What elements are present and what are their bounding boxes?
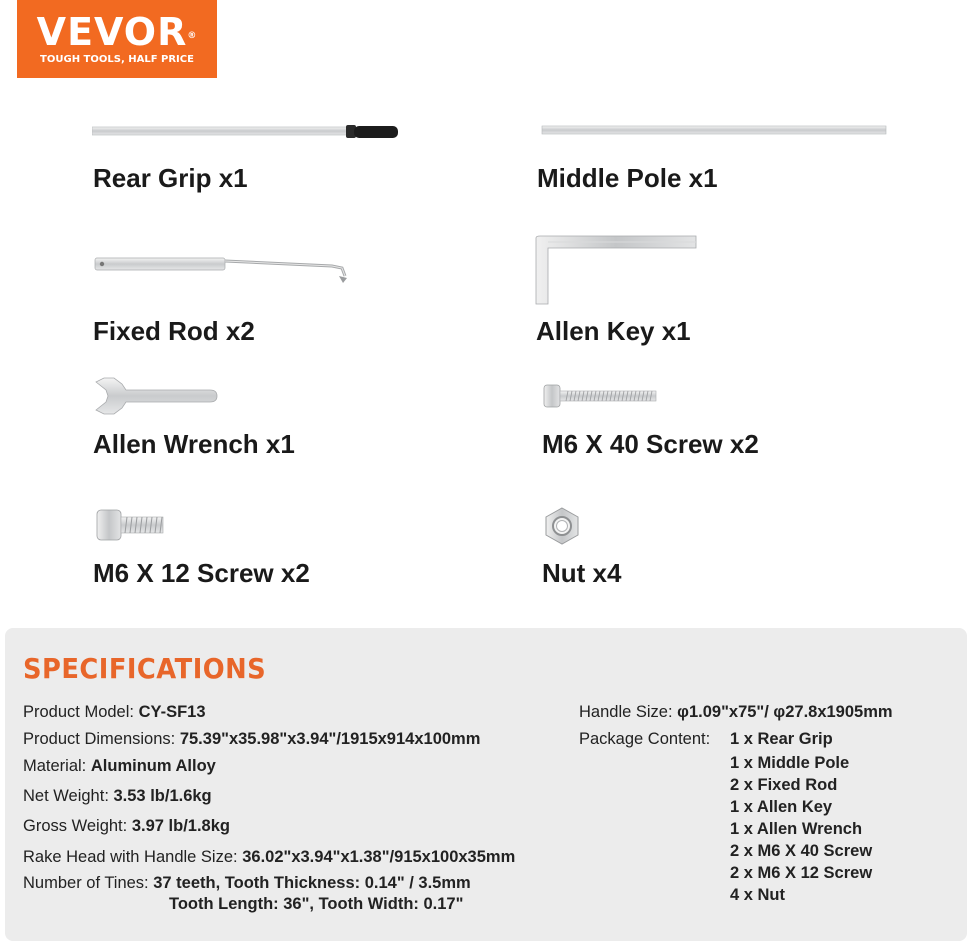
specifications-title: SPECIFICATIONS — [23, 652, 267, 685]
allen-wrench-icon — [90, 376, 220, 416]
package-item: 1 x Allen Wrench — [730, 820, 863, 838]
package-item: 1 x Middle Pole — [730, 754, 850, 772]
allen-key-icon — [532, 232, 702, 310]
spec-material: Material: Aluminum Alloy — [23, 757, 216, 775]
package-item: 1 x Allen Key — [730, 798, 833, 816]
spec-package-content-key: Package Content: — [579, 730, 711, 748]
package-item: 4 x Nut — [730, 886, 786, 904]
spec-tines: Number of Tines: 37 teeth, Tooth Thickness: 0.14" / 3.5mm — [23, 874, 471, 892]
spec-gross-weight: Gross Weight: 3.97 lb/1.8kg — [23, 817, 230, 835]
vevor-logo — [17, 0, 217, 78]
specifications-panel — [5, 628, 967, 941]
middle-pole-icon — [540, 122, 890, 138]
nut-icon — [542, 506, 582, 546]
m6x12-screw-icon — [95, 508, 167, 542]
part-label-m6x12-screw: M6 X 12 Screw x2 — [93, 558, 310, 588]
logo-tagline: TOUGH TOOLS, HALF PRICE — [40, 54, 194, 65]
package-item: 2 x M6 X 40 Screw — [730, 842, 873, 860]
package-item: 1 x Rear Grip — [730, 730, 833, 748]
spec-tines-continued: Tooth Length: 36", Tooth Width: 0.17" — [169, 895, 464, 913]
spec-product-model: Product Model: CY-SF13 — [23, 703, 206, 721]
package-item: 2 x Fixed Rod — [730, 776, 838, 794]
part-label-middle-pole: Middle Pole x1 — [537, 163, 718, 193]
part-label-allen-key: Allen Key x1 — [536, 316, 691, 346]
logo-brand: VEVOR® — [36, 10, 198, 54]
part-label-nut: Nut x4 — [542, 558, 622, 588]
rear-grip-icon — [92, 120, 402, 146]
spec-product-dimensions: Product Dimensions: 75.39"x35.98"x3.94"/1915x914x100mm — [23, 730, 481, 748]
m6x40-screw-icon — [542, 383, 662, 409]
package-item: 2 x M6 X 12 Screw — [730, 864, 873, 882]
part-label-allen-wrench: Allen Wrench x1 — [93, 429, 295, 459]
part-label-m6x40-screw: M6 X 40 Screw x2 — [542, 429, 759, 459]
part-label-rear-grip: Rear Grip x1 — [93, 163, 248, 193]
part-label-fixed-rod: Fixed Rod x2 — [93, 316, 255, 346]
spec-handle-size: Handle Size: φ1.09"x75"/ φ27.8x1905mm — [579, 703, 893, 721]
spec-rake-head: Rake Head with Handle Size: 36.02"x3.94"x1.38"/915x100x35mm — [23, 848, 516, 866]
fixed-rod-icon — [92, 250, 354, 286]
spec-net-weight: Net Weight: 3.53 lb/1.6kg — [23, 787, 212, 805]
